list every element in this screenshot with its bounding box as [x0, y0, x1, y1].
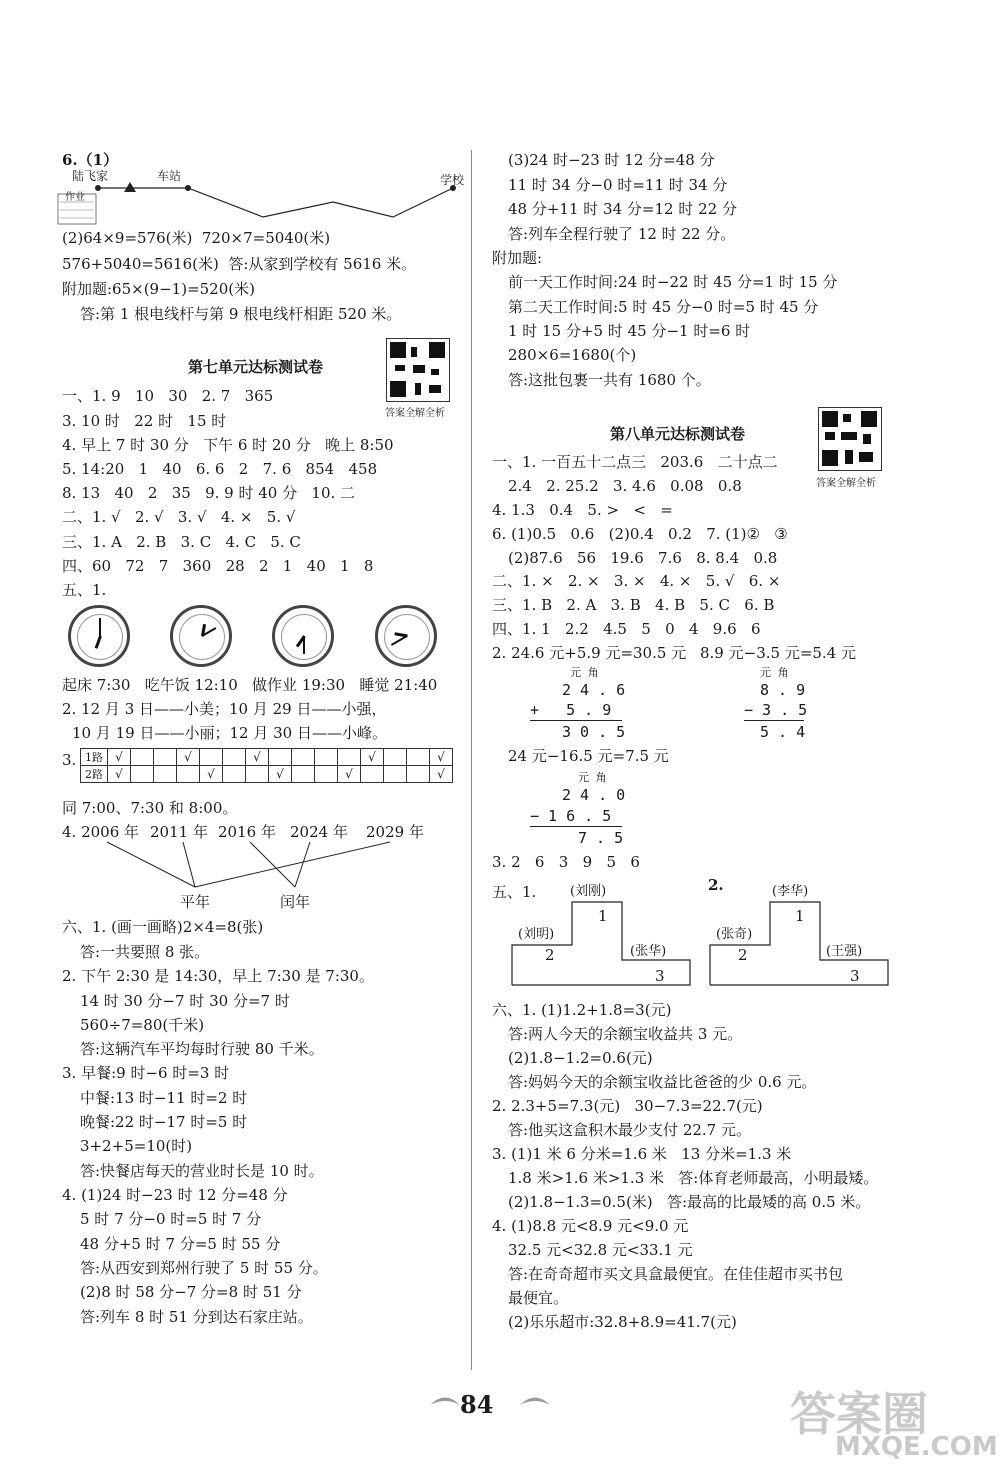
podium2-rank2: 2 [738, 946, 748, 964]
watermark-logo: 答案圈 [790, 1387, 928, 1441]
clock-wakeup [68, 605, 130, 667]
unit8-part5-q2: 2. [708, 876, 724, 894]
calc3-line1: 2 4 . 0 [562, 786, 626, 804]
check-cell: √ [108, 766, 131, 783]
unit8-part3: 三、1. B 2. A 3. B 4. B 5. C 6. B [492, 596, 775, 614]
birthday-line1: 2. 12 月 3 日——小美；10 月 29 日——小强， [62, 700, 387, 718]
r-extra-total: 1 时 15 分+5 时 45 分−1 时=6 时 [508, 322, 751, 340]
check-cell: √ [338, 766, 361, 783]
column-divider [471, 150, 472, 1370]
unit7-part1-line5: 8. 13 40 2 35 9. 9 时 40 分 10. 二 [62, 484, 356, 502]
extra-question: 附加题:65×(9−1)=520(米) [62, 280, 255, 298]
unit8-part6-q1-step2: (2)1.8−1.2=0.6(元) [508, 1049, 653, 1067]
unit8-part6-q1-answer2: 答:妈妈今天的余额宝收益比爸爸的少 0.6 元。 [508, 1073, 817, 1091]
unit7-part6-q2: 2. 下午 2:30 是 14:30，早上 7:30 是 7:30。 [62, 967, 374, 985]
extra-answer: 答:第 1 根电线杆与第 9 根电线杆相距 520 米。 [80, 305, 402, 323]
unit8-part6-q4-step2: 32.5 元<32.8 元<33.1 元 [508, 1241, 693, 1259]
unit7-part1-line1: 一、1. 9 10 30 2. 7 365 [62, 387, 274, 405]
unit8-part6-q2-answer: 答:他买这盒积木最少支付 22.7 元。 [508, 1121, 751, 1139]
label-leap-year: 闰年 [280, 893, 311, 911]
calc2-result: 5 . 4 [760, 723, 806, 741]
r-extra-calc: 280×6=1680(个) [508, 346, 637, 364]
unit7-part6-q4-step1: 4. (1)24 时−23 时 12 分=48 分 [62, 1186, 288, 1204]
podium1-second-name: (刘明) [518, 927, 555, 942]
label-common-year: 平年 [180, 893, 211, 911]
qr-code-right [818, 407, 882, 471]
leap-year-lines [95, 842, 455, 902]
check-cell: √ [430, 749, 453, 766]
bus-row-label: 2路 [81, 766, 108, 783]
unit7-part6-q2-answer: 答:这辆汽车平均每时行驶 80 千米。 [80, 1040, 324, 1058]
page-number: 84 [460, 1390, 494, 1419]
unit8-part6-q3-step2: 1.8 米>1.6 米>1.3 米 答:体育老师最高，小明最矮。 [508, 1169, 879, 1187]
check-cell: √ [108, 749, 131, 766]
unit7-part6-q4-step2: 5 时 7 分−0 时=5 时 7 分 [80, 1210, 262, 1228]
clock-sleep [375, 605, 437, 667]
r-extra-answer: 答:这批包裹一共有 1680 个。 [508, 371, 711, 389]
watermark-url: MXQE.COM [835, 1432, 998, 1462]
podium2-third-name: (王强) [826, 944, 863, 959]
year-2029: 2029 年 [366, 823, 424, 841]
calc2-line1: 8 . 9 [760, 681, 806, 699]
birthday-line2: 10 月 19 日——小丽；12 月 30 日——小峰。 [72, 724, 387, 742]
bus-row-1 [81, 749, 453, 766]
podium2-second-name: (张奇) [716, 927, 753, 942]
check-cell: √ [269, 766, 292, 783]
calc3-result: 7 . 5 [578, 829, 624, 847]
unit8-part1-line4: 6. (1)0.5 0.6 (2)0.4 0.2 7. (1)② ③ [492, 525, 788, 543]
check-cell: √ [430, 766, 453, 783]
qr-code-left [386, 338, 450, 402]
unit7-part6-q3-dinner: 晚餐:22 时−17 时=5 时 [80, 1113, 248, 1131]
unit7-part6-q4-answer1: 答:从西安到郑州行驶了 5 时 55 分。 [80, 1259, 328, 1277]
calc2-unit-header: 元 角 [760, 666, 789, 679]
podium2-first-name: (李华) [772, 884, 809, 899]
check-cell: √ [200, 766, 223, 783]
podium2-rank3: 3 [850, 967, 860, 985]
unit8-part6-q4-step1: 4. (1)8.8 元<8.9 元<9.0 元 [492, 1217, 689, 1235]
unit8-part6-q4-answer: 答:在奇奇超市买文具盒最便宜。在佳佳超市买书包 [508, 1265, 844, 1283]
bus-row-2 [81, 766, 453, 783]
podium1-third-name: (张华) [630, 944, 667, 959]
unit7-part6-q2-step1: 14 时 30 分−7 时 30 分=7 时 [80, 992, 290, 1010]
route-home-label: 陆飞家 [72, 169, 109, 183]
r-extra-head: 附加题: [492, 249, 543, 267]
calc1-line1: 2 4 . 6 [562, 681, 626, 699]
unit7-part1-line3: 4. 早上 7 时 30 分 下午 6 时 20 分 晚上 8:50 [62, 436, 394, 454]
unit7-part6-q3-sum: 3+2+5=10(时) [80, 1137, 193, 1155]
r-line-4: 答:列车全程行驶了 12 时 22 分。 [508, 225, 736, 243]
unit8-part4-q1: 四、1. 1 2.2 4.5 5 0 4 9.6 6 [492, 620, 761, 638]
unit7-part1-line2: 3. 10 时 22 时 15 时 [62, 412, 227, 430]
q6-part2: (2)64×9=576(米) 720×7=5040(米) [62, 229, 331, 247]
unit8-part2: 二、1. × 2. × 3. × 4. × 5. √ 6. × [492, 572, 781, 590]
unit7-part6-q3-answer: 答:快餐店每天的营业时长是 10 时。 [80, 1162, 324, 1180]
unit8-part6-q2: 2. 2.3+5=7.3(元) 30−7.3=22.7(元) [492, 1097, 763, 1115]
bus-table-label: 3. [62, 751, 77, 769]
unit7-part6-q4-step4: (2)8 时 58 分−7 分=8 时 51 分 [80, 1283, 302, 1301]
clock-labels: 起床 7:30 吃午饭 12:10 做作业 19:30 睡觉 21:40 [62, 676, 438, 694]
unit7-part3: 三、1. A 2. B 3. C 4. C 5. C [62, 533, 301, 551]
unit8-part4-q2-right: 8.9 元−3.5 元=5.4 元 [700, 644, 857, 662]
year-2024: 2024 年 [290, 823, 348, 841]
r-line-3: 48 分+11 时 34 分=12 时 22 分 [508, 200, 737, 218]
r-line-2: 11 时 34 分−0 时=11 时 34 分 [508, 176, 728, 194]
unit8-part6-q4-step3: (2)乐乐超市:32.8+8.9=41.7(元) [508, 1313, 737, 1331]
route-school-label: 学校 [440, 173, 465, 187]
year-2011: 2011 年 [150, 823, 208, 841]
route-diagram [58, 172, 478, 232]
q6-heading: 6.（1） [62, 151, 119, 169]
check-cell: √ [177, 749, 200, 766]
podium1-rank1: 1 [598, 907, 608, 925]
unit8-part6-q4-answer-cont: 最便宜。 [508, 1289, 569, 1307]
calc1-unit-header: 元 角 [570, 666, 599, 679]
check-cell: √ [246, 749, 269, 766]
unit8-part6-q3-step1: 3. (1)1 米 6 分米=1.6 米 13 分米=1.3 米 [492, 1145, 792, 1163]
unit8-part5-q1: 五、1. [492, 883, 537, 901]
unit8-part6-q1-answer1: 答:两人今天的余额宝收益共 3 元。 [508, 1025, 743, 1043]
year-2016: 2016 年 [218, 823, 276, 841]
unit7-part6-q1: 六、1. (画一画略)2×4=8(张) [62, 918, 264, 936]
podium2-rank1: 1 [795, 907, 805, 925]
unit8-part4-q2-left: 2. 24.6 元+5.9 元=30.5 元 [492, 644, 687, 662]
route-homework-label: 作业 [65, 192, 85, 203]
calc1-line2: + 5 . 9 [530, 701, 612, 719]
unit7-part6-q3-breakfast: 3. 早餐:9 时−6 时=3 时 [62, 1064, 230, 1082]
unit8-part1-line5: (2)87.6 56 19.6 7.6 8. 8.4 0.8 [508, 549, 778, 567]
route-station-label: 车站 [157, 169, 182, 183]
calc3-line2: − 1 6 . 5 [530, 807, 612, 825]
unit8-part4-q2-third: 24 元−16.5 元=7.5 元 [508, 747, 669, 765]
calc2-line2: − 3 . 5 [744, 701, 808, 719]
qr-caption-right: 答案全解全析 [816, 478, 876, 489]
unit8-part1-line1: 一、1. 一百五十二点三 203.6 二十点二 [492, 453, 778, 471]
unit7-part5-head: 五、1. [62, 581, 107, 599]
r-extra-day2: 第二天工作时间:5 时 45 分−0 时=5 时 45 分 [508, 298, 819, 316]
unit7-part6-q3-lunch: 中餐:13 时−11 时=2 时 [80, 1089, 248, 1107]
unit7-part4: 四、60 72 7 360 28 2 1 40 1 8 [62, 557, 374, 575]
calc1-rule [530, 720, 622, 721]
qr-caption-left: 答案全解全析 [385, 408, 445, 419]
unit8-part6-q3-step3: (2)1.8−1.3=0.5(米) 答:最高的比最矮的高 0.5 米。 [508, 1193, 871, 1211]
clock-lunch [170, 605, 232, 667]
podium1-rank3: 3 [655, 967, 665, 985]
calc3-rule [530, 826, 622, 827]
bus-schedule-table [80, 748, 453, 783]
podium1-first-name: (刘刚) [570, 884, 607, 899]
q6-part3: 576+5040=5616(米) 答:从家到学校有 5616 米。 [62, 255, 417, 273]
unit7-part6-q1-answer: 答:一共要照 8 张。 [80, 943, 210, 961]
podium1-rank2: 2 [545, 946, 555, 964]
year-2006: 4. 2006 年 [62, 823, 140, 841]
unit8-part1-line3: 4. 1.3 0.4 5. > < = [492, 501, 673, 519]
unit8-part4-q3: 3. 2 6 3 9 5 6 [492, 853, 640, 871]
unit7-part6-q4-step3: 48 分+5 时 7 分=5 时 55 分 [80, 1235, 281, 1253]
r-line-1: (3)24 时−23 时 12 分=48 分 [508, 151, 715, 169]
unit7-part6-q2-step2: 560÷7=80(千米) [80, 1016, 205, 1034]
unit8-part1-line2: 2.4 2. 25.2 3. 4.6 0.08 0.8 [508, 477, 742, 495]
clock-homework [272, 605, 334, 667]
bus-row-label: 1路 [81, 749, 108, 766]
calc2-rule [744, 720, 804, 721]
calc1-result: 3 0 . 5 [562, 723, 626, 741]
unit7-part1-line4: 5. 14:20 1 40 6. 6 2 7. 6 854 458 [62, 460, 378, 478]
check-cell: √ [361, 749, 384, 766]
bus-answer: 同 7:00、7:30 和 8:00。 [62, 799, 238, 817]
unit7-part6-q4-answer2: 答:列车 8 时 51 分到达石家庄站。 [80, 1308, 313, 1326]
r-extra-day1: 前一天工作时间:24 时−22 时 45 分=1 时 15 分 [508, 273, 838, 291]
unit8-part6-q1-step1: 六、1. (1)1.2+1.8=3(元) [492, 1001, 672, 1019]
unit7-title: 第七单元达标测试卷 [188, 358, 324, 376]
calc3-unit-header: 元 角 [578, 771, 607, 784]
unit7-part2: 二、1. √ 2. √ 3. √ 4. × 5. √ [62, 508, 296, 526]
unit8-title: 第八单元达标测试卷 [610, 425, 746, 443]
